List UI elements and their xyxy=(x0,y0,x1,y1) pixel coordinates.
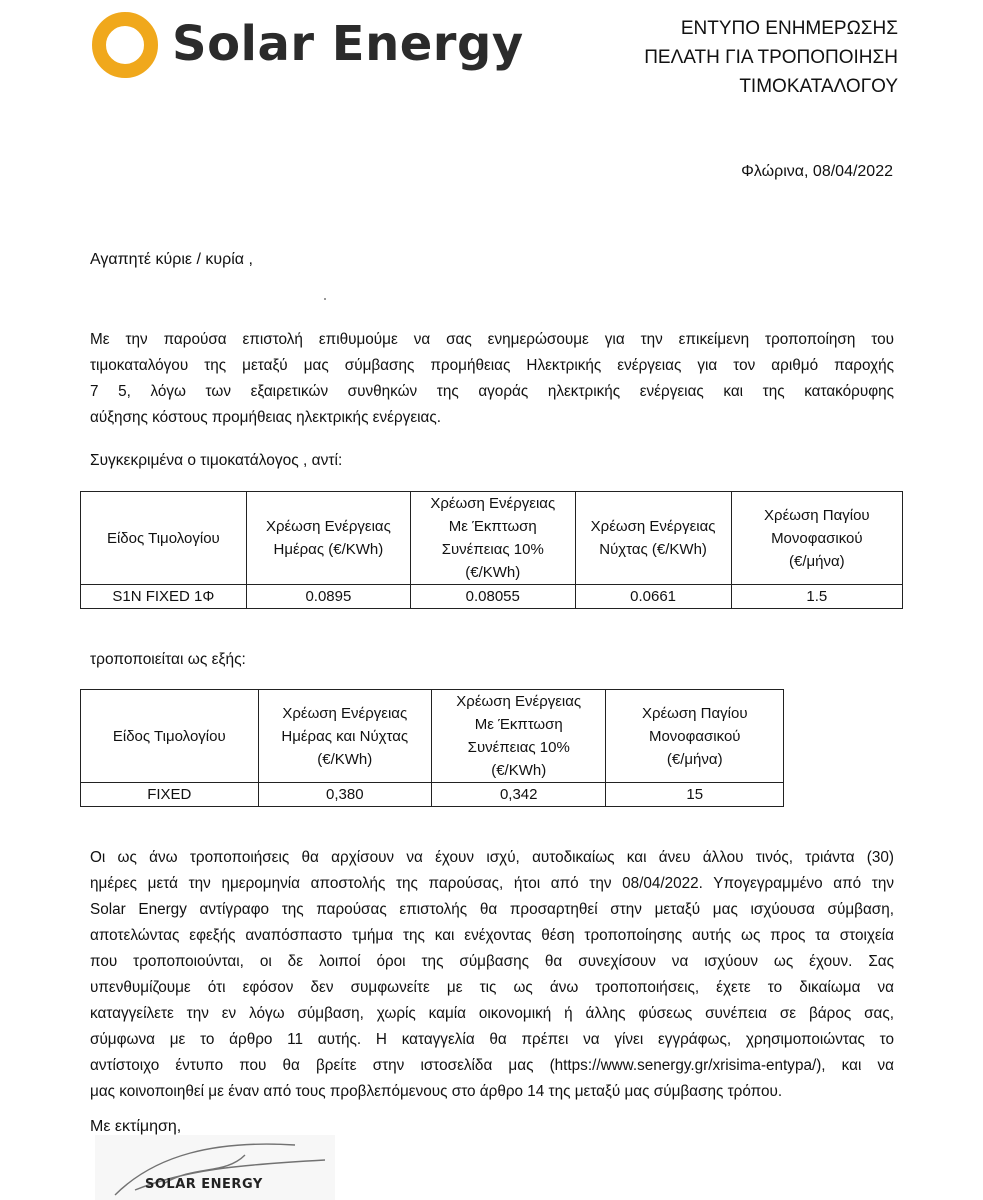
text-line: σύμφωνα με το άρθρο 11 αυτής. Η καταγγελία θα πρέπει να γίνει εγγράφως, χρησιμοποιώντας το xyxy=(90,1031,894,1048)
column-header: Είδος Τιμολογίου xyxy=(81,492,247,585)
solar-logo-icon xyxy=(90,10,160,80)
text-line: που τροποποιούνται, οι δε λοιποί όροι της σύμβασης θα συνεχίσουν να ισχύουν ως έχουν. Σας xyxy=(90,953,894,970)
column-header: Χρέωση Ενέργειας Νύχτας (€/KWh) xyxy=(575,492,731,585)
text-line: καταγγείλετε την εν λόγω σύμβαση, χωρίς καμία οικονομική ή άλλης φύσεως συνέπεια σε βάρος σας, xyxy=(90,1005,894,1022)
column-header: Χρέωση Παγίου Μονοφασικού (€/μήνα) xyxy=(731,492,902,585)
text-line: υπενθυμίζουμε ότι εφόσον δεν συμφωνείτε με τις ως άνω τροποποιήσεις, έχετε το δικαίωμα να xyxy=(90,979,894,996)
greeting: Αγαπητέ κύριε / κυρία , xyxy=(90,251,253,268)
before-label: Συγκεκριμένα ο τιμοκατάλογος , αντί: xyxy=(90,452,343,469)
title-line: ΤΙΜΟΚΑΤΑΛΟΓΟΥ xyxy=(739,76,898,97)
column-header: Χρέωση Ενέργειας Ημέρας και Νύχτας (€/KWh) xyxy=(258,690,431,783)
column-header: Χρέωση Ενέργειας Με Έκπτωση Συνέπειας 10% (€/KWh) xyxy=(431,690,606,783)
text-line: αποτελώντας εφεξής αναπόσπαστο τμήμα της και ενέχοντας θέση τροποποίησης αυτής ως προς τα στοιχεία xyxy=(90,927,894,944)
table-row xyxy=(81,585,903,609)
table-cell: 0.0895 xyxy=(246,585,410,609)
table-cell: 15 xyxy=(606,783,784,807)
after-label: τροποποιείται ως εξής: xyxy=(90,651,246,668)
body-paragraph xyxy=(90,845,894,1105)
table-cell: 0.0661 xyxy=(575,585,731,609)
company-seal: SOLAR ENERGY xyxy=(145,1177,263,1192)
old-tariff-table xyxy=(80,491,903,609)
text-line: Με την παρούσα επιστολή επιθυμούμε να σας ενημερώσουμε για την επικείμενη τροποποίηση του xyxy=(90,331,894,348)
text-line: μας κοινοποιηθεί με έναν από τους προβλεπόμενους στο άρθρο 14 της μεταξύ μας σύμβασης τρόπου. xyxy=(90,1083,783,1100)
text-line: 7 5, λόγω των εξαιρετικών συνθηκών της αγοράς ηλεκτρικής ενέργειας και της κατακόρυφης xyxy=(90,383,894,400)
new-tariff-table xyxy=(80,689,784,807)
brand-name: Solar Energy xyxy=(172,16,524,72)
table-header-row xyxy=(81,492,903,585)
title-line: ΠΕΛΑΤΗ ΓΙΑ ΤΡΟΠΟΠΟΙΗΣΗ xyxy=(644,47,898,68)
table-cell: 0.08055 xyxy=(411,585,575,609)
text-line: Οι ως άνω τροποποιήσεις θα αρχίσουν να έχουν ισχύ, αυτοδικαίως και άνευ άλλου τινός, τριάντα (30) xyxy=(90,849,894,866)
column-header: Χρέωση Ενέργειας Ημέρας (€/KWh) xyxy=(246,492,410,585)
table-cell: FIXED xyxy=(81,783,259,807)
intro-paragraph xyxy=(90,327,894,431)
closing: Με εκτίμηση, xyxy=(90,1118,182,1135)
text-line: ημέρες μετά την ημερομηνία αποστολής της παρούσας, ήτοι από την 08/04/2022. Υπογεγραμμένο από την xyxy=(90,875,894,892)
text-line: Solar Energy αντίγραφο της παρούσας επιστολής θα προσαρτηθεί στην μεταξύ μας ισχύουσα σύμβαση, xyxy=(90,901,894,918)
text-line: τιμοκαταλόγου της μεταξύ μας σύμβασης προμήθειας Ηλεκτρικής ενέργειας για τον αριθμό παροχής xyxy=(90,357,894,374)
place-date: Φλώρινα, 08/04/2022 xyxy=(741,163,893,180)
column-header: Χρέωση Παγίου Μονοφασικού (€/μήνα) xyxy=(606,690,784,783)
table-cell: S1N FIXED 1Φ xyxy=(81,585,247,609)
document-title xyxy=(644,14,898,101)
column-header: Χρέωση Ενέργειας Με Έκπτωση Συνέπειας 10% (€/KWh) xyxy=(411,492,575,585)
table-cell: 1.5 xyxy=(731,585,902,609)
title-line: ΕΝΤΥΠΟ ΕΝΗΜΕΡΩΣΗΣ xyxy=(680,18,898,39)
table-header-row xyxy=(81,690,784,783)
table-cell: 0,380 xyxy=(258,783,431,807)
table-row xyxy=(81,783,784,807)
text-line: αντίστοιχο έντυπο που θα βρείτε στην ιστοσελίδα μας (https://www.senergy.gr/xrisima-entypa/), και να xyxy=(90,1057,894,1074)
company-logo xyxy=(90,10,530,80)
speck xyxy=(324,298,326,300)
table-cell: 0,342 xyxy=(431,783,606,807)
column-header: Είδος Τιμολογίου xyxy=(81,690,259,783)
text-line: αύξησης κόστους προμήθειας ηλεκτρικής ενέργειας. xyxy=(90,409,442,426)
